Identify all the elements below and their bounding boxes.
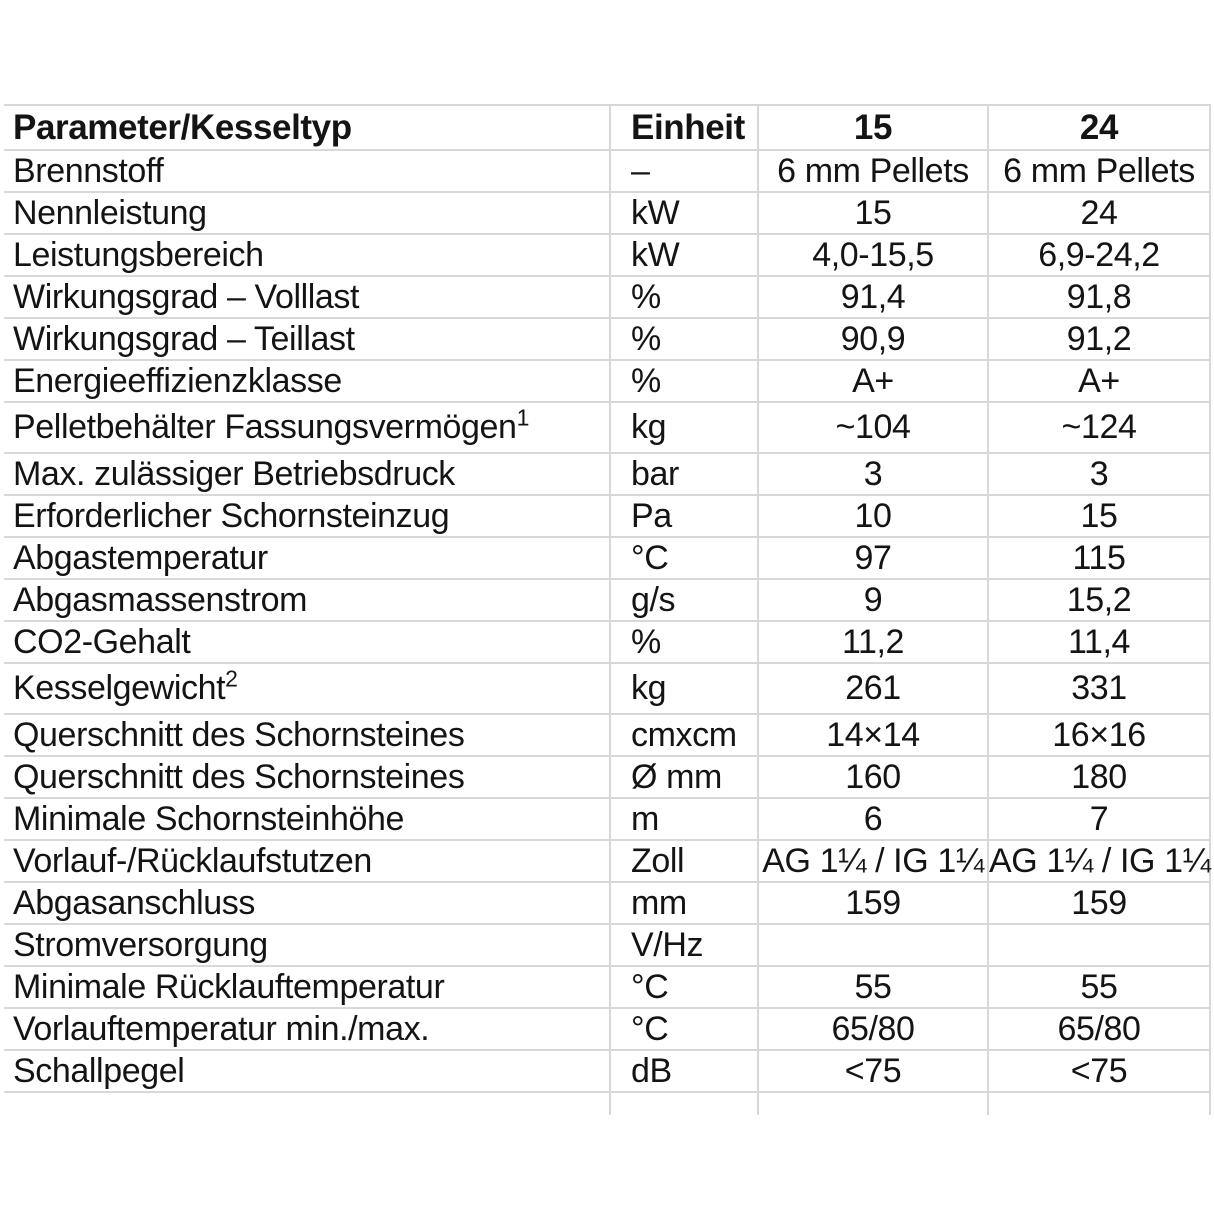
value-24-cell: AG 1¼ / IG 1¼: [988, 840, 1210, 882]
value-24-cell: 6 mm Pellets: [988, 150, 1210, 192]
table-row: [4, 318, 1210, 360]
parameter-label: Querschnitt des Schornsteines: [13, 757, 465, 796]
value-15-cell: 97: [758, 537, 988, 579]
value-15-cell: 90,9: [758, 318, 988, 360]
value-24-cell: ~124: [988, 402, 1210, 453]
table-row: [4, 840, 1210, 882]
table-row: [4, 234, 1210, 276]
value-15-cell: 9: [758, 579, 988, 621]
table-row: [4, 1008, 1210, 1050]
unit-cell: %: [610, 360, 758, 402]
parameter-cell: [4, 714, 610, 756]
value-15-cell: AG 1¼ / IG 1¼: [758, 840, 988, 882]
table-row: [4, 495, 1210, 537]
table-row: [4, 402, 1210, 453]
value-24-cell: A+: [988, 360, 1210, 402]
empty-cell: [610, 1092, 758, 1115]
parameter-label: Wirkungsgrad – Volllast: [13, 277, 360, 316]
header-model-15: 15: [758, 105, 988, 150]
value-24-cell: 6,9-24,2: [988, 234, 1210, 276]
boiler-spec-table: [4, 104, 1211, 1115]
value-15-cell: 11,2: [758, 621, 988, 663]
spec-table-body: [4, 105, 1210, 1115]
value-15-cell: 3: [758, 453, 988, 495]
parameter-cell: [4, 798, 610, 840]
parameter-cell: [4, 1050, 610, 1092]
parameter-label: Abgastemperatur: [13, 538, 268, 577]
unit-cell: Pa: [610, 495, 758, 537]
value-15-cell: 14×14: [758, 714, 988, 756]
table-row: [4, 798, 1210, 840]
table-row: [4, 663, 1210, 714]
unit-cell: °C: [610, 966, 758, 1008]
table-row: [4, 453, 1210, 495]
parameter-cell: [4, 966, 610, 1008]
unit-cell: %: [610, 318, 758, 360]
header-parameter: Parameter/Kesseltyp: [4, 105, 610, 150]
value-24-cell: 11,4: [988, 621, 1210, 663]
spec-table-container: [4, 104, 1211, 1115]
value-15-cell: 6 mm Pellets: [758, 150, 988, 192]
empty-cell: [988, 1092, 1210, 1115]
table-header-row: [4, 105, 1210, 150]
parameter-cell: [4, 663, 610, 714]
value-24-cell: 159: [988, 882, 1210, 924]
parameter-label: Nennleistung: [13, 193, 207, 232]
value-24-cell: 15,2: [988, 579, 1210, 621]
parameter-cell: [4, 924, 610, 966]
unit-cell: Zoll: [610, 840, 758, 882]
footnote-superscript: 2: [225, 665, 238, 692]
table-row: [4, 756, 1210, 798]
parameter-label: Brennstoff: [13, 151, 164, 190]
value-15-cell: [758, 924, 988, 966]
parameter-cell: [4, 756, 610, 798]
parameter-label: Schallpegel: [13, 1051, 185, 1090]
table-row: [4, 192, 1210, 234]
value-24-cell: 331: [988, 663, 1210, 714]
value-24-cell: 91,2: [988, 318, 1210, 360]
parameter-cell: [4, 402, 610, 453]
parameter-label: Kesselgewicht: [13, 669, 226, 707]
parameter-cell: [4, 318, 610, 360]
unit-cell: bar: [610, 453, 758, 495]
parameter-label: Minimale Rücklauftemperatur: [13, 967, 445, 1006]
value-15-cell: 10: [758, 495, 988, 537]
unit-cell: °C: [610, 537, 758, 579]
unit-cell: kg: [610, 402, 758, 453]
value-24-cell: 180: [988, 756, 1210, 798]
value-15-cell: 91,4: [758, 276, 988, 318]
empty-stub-row: [4, 1092, 1210, 1115]
table-row: [4, 966, 1210, 1008]
value-24-cell: [988, 924, 1210, 966]
value-24-cell: 24: [988, 192, 1210, 234]
value-24-cell: 3: [988, 453, 1210, 495]
parameter-cell: [4, 537, 610, 579]
parameter-label: Abgasanschluss: [13, 883, 255, 922]
unit-cell: g/s: [610, 579, 758, 621]
parameter-cell: [4, 621, 610, 663]
table-row: [4, 276, 1210, 318]
empty-cell: [4, 1092, 610, 1115]
parameter-label: Leistungsbereich: [13, 235, 264, 274]
parameter-label: Erforderlicher Schornsteinzug: [13, 496, 450, 535]
value-15-cell: 159: [758, 882, 988, 924]
table-row: [4, 1050, 1210, 1092]
value-15-cell: A+: [758, 360, 988, 402]
table-row: [4, 882, 1210, 924]
table-row: [4, 360, 1210, 402]
parameter-label: Vorlauftemperatur min./max.: [13, 1009, 430, 1048]
unit-cell: Ø mm: [610, 756, 758, 798]
unit-cell: kg: [610, 663, 758, 714]
parameter-cell: [4, 360, 610, 402]
table-row: [4, 714, 1210, 756]
parameter-cell: [4, 579, 610, 621]
table-row: [4, 579, 1210, 621]
value-24-cell: <75: [988, 1050, 1210, 1092]
header-model-24: 24: [988, 105, 1210, 150]
table-row: [4, 537, 1210, 579]
parameter-cell: [4, 882, 610, 924]
parameter-label: Querschnitt des Schornsteines: [13, 715, 465, 754]
value-15-cell: <75: [758, 1050, 988, 1092]
parameter-label: Energieeffizienzklasse: [13, 361, 342, 400]
parameter-label: Stromversorgung: [13, 925, 268, 964]
unit-cell: kW: [610, 192, 758, 234]
value-24-cell: 91,8: [988, 276, 1210, 318]
value-15-cell: 4,0-15,5: [758, 234, 988, 276]
value-24-cell: 15: [988, 495, 1210, 537]
value-15-cell: 15: [758, 192, 988, 234]
empty-cell: [758, 1092, 988, 1115]
unit-cell: %: [610, 276, 758, 318]
value-15-cell: 6: [758, 798, 988, 840]
unit-cell: kW: [610, 234, 758, 276]
parameter-cell: [4, 276, 610, 318]
value-15-cell: 65/80: [758, 1008, 988, 1050]
parameter-label: CO2-Gehalt: [13, 622, 191, 661]
value-24-cell: 65/80: [988, 1008, 1210, 1050]
unit-cell: cmxcm: [610, 714, 758, 756]
parameter-cell: [4, 192, 610, 234]
value-24-cell: 16×16: [988, 714, 1210, 756]
unit-cell: –: [610, 150, 758, 192]
unit-cell: mm: [610, 882, 758, 924]
parameter-label: Wirkungsgrad – Teillast: [13, 319, 355, 358]
parameter-cell: [4, 453, 610, 495]
value-15-cell: 261: [758, 663, 988, 714]
footnote-superscript: 1: [516, 404, 529, 431]
table-row: [4, 150, 1210, 192]
parameter-cell: [4, 840, 610, 882]
parameter-cell: [4, 1008, 610, 1050]
value-15-cell: ~104: [758, 402, 988, 453]
value-24-cell: 55: [988, 966, 1210, 1008]
value-15-cell: 160: [758, 756, 988, 798]
unit-cell: %: [610, 621, 758, 663]
parameter-cell: [4, 495, 610, 537]
parameter-label: Vorlauf-/Rücklaufstutzen: [13, 841, 372, 880]
parameter-label: Abgasmassenstrom: [13, 580, 308, 619]
unit-cell: °C: [610, 1008, 758, 1050]
unit-cell: V/Hz: [610, 924, 758, 966]
value-15-cell: 55: [758, 966, 988, 1008]
parameter-label: Pelletbehälter Fassungsvermögen: [13, 408, 517, 446]
unit-cell: dB: [610, 1050, 758, 1092]
parameter-label: Max. zulässiger Betriebsdruck: [13, 454, 455, 493]
table-row: [4, 621, 1210, 663]
value-24-cell: 115: [988, 537, 1210, 579]
header-einheit: Einheit: [610, 105, 758, 150]
value-24-cell: 7: [988, 798, 1210, 840]
parameter-cell: [4, 234, 610, 276]
parameter-label: Minimale Schornsteinhöhe: [13, 799, 405, 838]
unit-cell: m: [610, 798, 758, 840]
table-row: [4, 924, 1210, 966]
parameter-cell: [4, 150, 610, 192]
